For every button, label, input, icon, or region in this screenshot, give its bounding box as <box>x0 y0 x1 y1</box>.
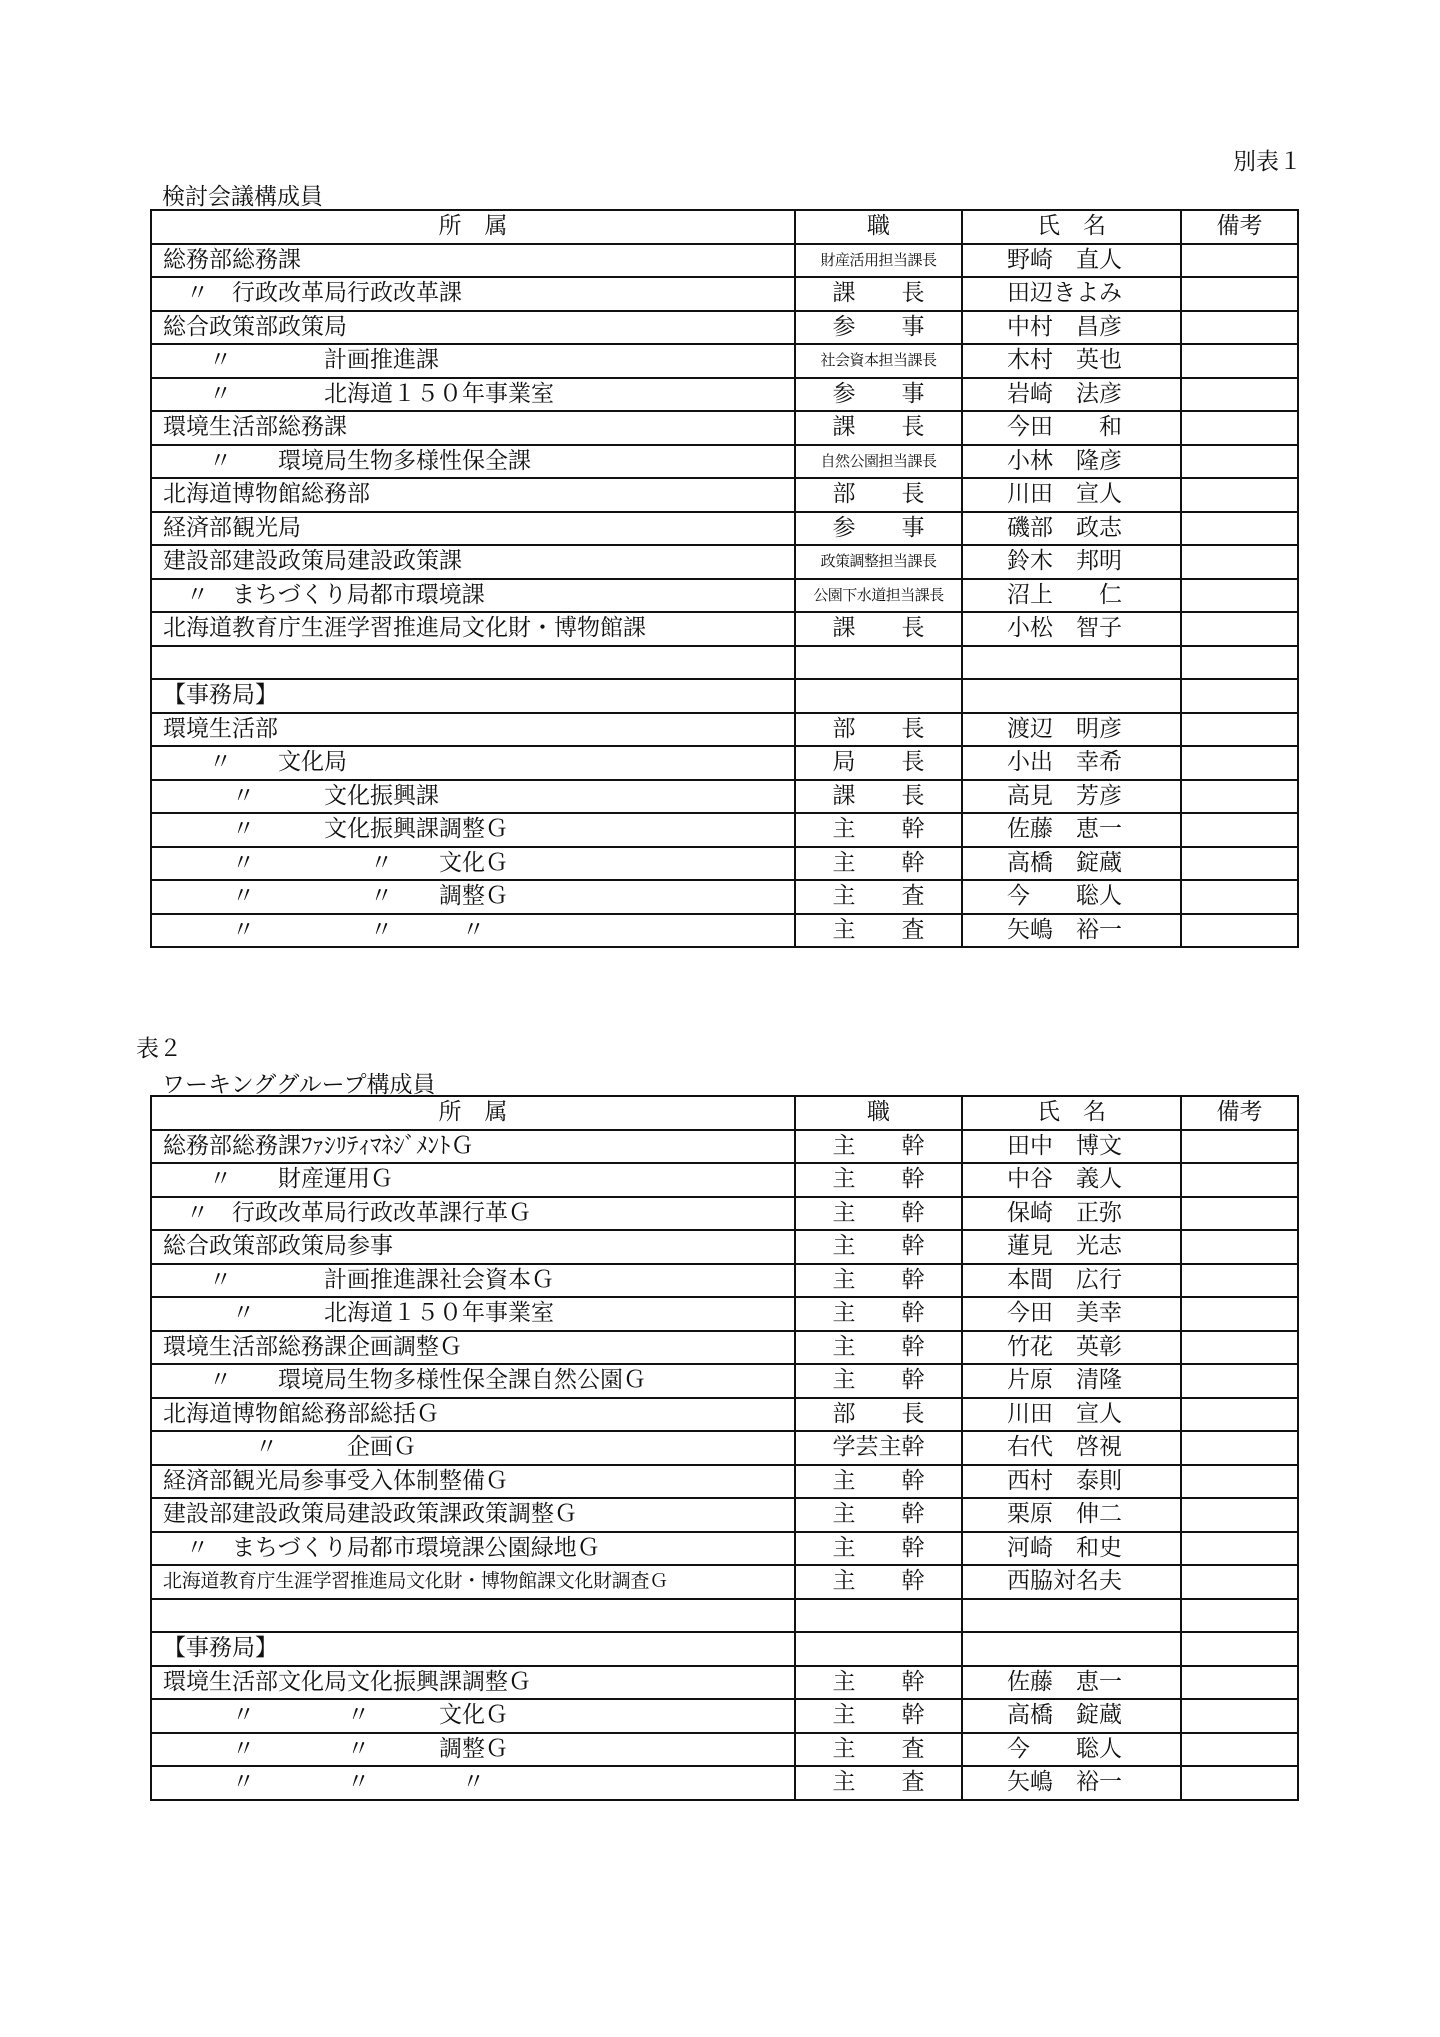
cell-position: 部 長 <box>795 1398 962 1432</box>
table2-title: ワーキンググループ構成員 <box>162 1072 436 1098</box>
cell-position: 主 幹 <box>795 1364 962 1398</box>
cell-position: 主 幹 <box>795 1699 962 1733</box>
cell-position: 参 事 <box>795 512 962 546</box>
table-row <box>151 1465 1298 1499</box>
cell-name: 保崎 正弥 <box>962 1197 1181 1231</box>
table-row <box>151 746 1298 780</box>
table-row <box>151 1699 1298 1733</box>
cell-position: 主 査 <box>795 880 962 914</box>
cell-name <box>962 1632 1181 1666</box>
cell-position <box>795 646 962 680</box>
cell-name: 岩崎 法彦 <box>962 378 1181 412</box>
table-row <box>151 847 1298 881</box>
cell-affiliation: 〃 財産運用Ｇ <box>151 1163 795 1197</box>
cell-name: 今田 和 <box>962 411 1181 445</box>
cell-affiliation: 経済部観光局参事受入体制整備Ｇ <box>151 1465 795 1499</box>
table-row <box>151 411 1298 445</box>
cell-affiliation: 【事務局】 <box>151 679 795 713</box>
cell-affiliation: 〃 環境局生物多様性保全課自然公園Ｇ <box>151 1364 795 1398</box>
cell-affiliation: 総合政策部政策局参事 <box>151 1230 795 1264</box>
table-row <box>151 1733 1298 1767</box>
cell-note <box>1181 1733 1298 1767</box>
cell-note <box>1181 1130 1298 1164</box>
cell-note <box>1181 646 1298 680</box>
cell-name: 高見 芳彦 <box>962 780 1181 814</box>
cell-note <box>1181 1666 1298 1700</box>
cell-note <box>1181 1431 1298 1465</box>
cell-affiliation: 〃 文化振興課 <box>151 780 795 814</box>
cell-name: 西脇対名夫 <box>962 1565 1181 1599</box>
cell-note <box>1181 1565 1298 1599</box>
cell-name: 高橋 錠蔵 <box>962 1699 1181 1733</box>
table-row <box>151 612 1298 646</box>
cell-note <box>1181 277 1298 311</box>
cell-affiliation: 〃 〃 文化Ｇ <box>151 1699 795 1733</box>
cell-affiliation: 〃 北海道１５０年事業室 <box>151 378 795 412</box>
cell-position: 主 幹 <box>795 1532 962 1566</box>
cell-note <box>1181 1766 1298 1800</box>
cell-affiliation: 建設部建設政策局建設政策課政策調整Ｇ <box>151 1498 795 1532</box>
table-row <box>151 478 1298 512</box>
cell-note <box>1181 813 1298 847</box>
cell-name: 田中 博文 <box>962 1130 1181 1164</box>
table1 <box>150 209 1299 948</box>
cell-name: 矢嶋 裕一 <box>962 914 1181 948</box>
cell-affiliation: 〃 企画Ｇ <box>151 1431 795 1465</box>
cell-position: 主 幹 <box>795 1163 962 1197</box>
cell-affiliation: 〃 計画推進課 <box>151 344 795 378</box>
cell-name <box>962 646 1181 680</box>
cell-note <box>1181 1599 1298 1633</box>
cell-name: 田辺きよみ <box>962 277 1181 311</box>
cell-position: 局 長 <box>795 746 962 780</box>
cell-name: 川田 宣人 <box>962 478 1181 512</box>
cell-affiliation: 【事務局】 <box>151 1632 795 1666</box>
cell-position: 主 幹 <box>795 813 962 847</box>
table-row <box>151 1498 1298 1532</box>
cell-affiliation: 〃 行政改革局行政改革課 <box>151 277 795 311</box>
cell-note <box>1181 1364 1298 1398</box>
table-row <box>151 1599 1298 1633</box>
table-row <box>151 1364 1298 1398</box>
page-label: 別表１ <box>1233 149 1302 175</box>
cell-affiliation: 環境生活部文化局文化振興課調整Ｇ <box>151 1666 795 1700</box>
cell-note <box>1181 914 1298 948</box>
column-header-name: 氏 名 <box>962 210 1181 244</box>
cell-position: 課 長 <box>795 277 962 311</box>
table-row <box>151 277 1298 311</box>
cell-position: 主 幹 <box>795 1297 962 1331</box>
cell-note <box>1181 1230 1298 1264</box>
cell-position: 主 幹 <box>795 1331 962 1365</box>
cell-affiliation: 〃 〃 調整Ｇ <box>151 880 795 914</box>
cell-note <box>1181 344 1298 378</box>
cell-affiliation: 北海道教育庁生涯学習推進局文化財・博物館課文化財調査Ｇ <box>151 1565 795 1599</box>
cell-position: 主 幹 <box>795 1465 962 1499</box>
cell-position: 自然公園担当課長 <box>795 445 962 479</box>
cell-affiliation: 総務部総務課 <box>151 244 795 278</box>
table-row <box>151 1632 1298 1666</box>
cell-position <box>795 679 962 713</box>
table-row <box>151 344 1298 378</box>
cell-position: 主 幹 <box>795 1666 962 1700</box>
cell-position: 主 幹 <box>795 847 962 881</box>
table-row <box>151 646 1298 680</box>
cell-name: 西村 泰則 <box>962 1465 1181 1499</box>
column-header-position: 職 <box>795 210 962 244</box>
cell-position: 部 長 <box>795 478 962 512</box>
cell-note <box>1181 780 1298 814</box>
cell-note <box>1181 1331 1298 1365</box>
cell-note <box>1181 1699 1298 1733</box>
cell-position: 主 査 <box>795 914 962 948</box>
cell-note <box>1181 1398 1298 1432</box>
table-row <box>151 1532 1298 1566</box>
table-row <box>151 512 1298 546</box>
cell-affiliation: 〃 北海道１５０年事業室 <box>151 1297 795 1331</box>
cell-affiliation: 〃 文化局 <box>151 746 795 780</box>
cell-affiliation: 〃 環境局生物多様性保全課 <box>151 445 795 479</box>
cell-name: 高橋 錠蔵 <box>962 847 1181 881</box>
cell-name: 磯部 政志 <box>962 512 1181 546</box>
cell-name: 沼上 仁 <box>962 579 1181 613</box>
column-header-position: 職 <box>795 1096 962 1130</box>
cell-position: 参 事 <box>795 311 962 345</box>
cell-affiliation: 総合政策部政策局 <box>151 311 795 345</box>
cell-note <box>1181 244 1298 278</box>
table-row <box>151 1565 1298 1599</box>
cell-position <box>795 1599 962 1633</box>
cell-affiliation: 〃 まちづくり局都市環境課公園緑地Ｇ <box>151 1532 795 1566</box>
table2 <box>150 1095 1299 1801</box>
cell-name: 今 聡人 <box>962 880 1181 914</box>
cell-position: 主 査 <box>795 1766 962 1800</box>
cell-position: 主 幹 <box>795 1197 962 1231</box>
cell-position: 主 幹 <box>795 1130 962 1164</box>
cell-name: 矢嶋 裕一 <box>962 1766 1181 1800</box>
cell-note <box>1181 512 1298 546</box>
cell-position: 社会資本担当課長 <box>795 344 962 378</box>
table-row <box>151 1130 1298 1164</box>
cell-affiliation: 環境生活部総務課 <box>151 411 795 445</box>
cell-affiliation: 〃 計画推進課社会資本Ｇ <box>151 1264 795 1298</box>
cell-affiliation: 北海道教育庁生涯学習推進局文化財・博物館課 <box>151 612 795 646</box>
cell-affiliation <box>151 646 795 680</box>
cell-name: 今田 美幸 <box>962 1297 1181 1331</box>
cell-position <box>795 1632 962 1666</box>
table-row <box>151 1398 1298 1432</box>
cell-note <box>1181 1264 1298 1298</box>
table-row <box>151 1163 1298 1197</box>
cell-affiliation: 〃 〃 〃 <box>151 1766 795 1800</box>
cell-position: 学芸主幹 <box>795 1431 962 1465</box>
cell-name: 今 聡人 <box>962 1733 1181 1767</box>
cell-name: 片原 清隆 <box>962 1364 1181 1398</box>
cell-affiliation: 〃 文化振興課調整Ｇ <box>151 813 795 847</box>
cell-note <box>1181 612 1298 646</box>
column-header-note: 備考 <box>1181 1096 1298 1130</box>
cell-position: 課 長 <box>795 612 962 646</box>
cell-note <box>1181 1498 1298 1532</box>
cell-affiliation: 北海道博物館総務部 <box>151 478 795 512</box>
table-row <box>151 1230 1298 1264</box>
cell-name: 鈴木 邦明 <box>962 545 1181 579</box>
cell-position: 政策調整担当課長 <box>795 545 962 579</box>
column-header-note: 備考 <box>1181 210 1298 244</box>
cell-note <box>1181 746 1298 780</box>
table-row <box>151 1666 1298 1700</box>
cell-name: 佐藤 恵一 <box>962 813 1181 847</box>
cell-note <box>1181 411 1298 445</box>
cell-affiliation: 環境生活部総務課企画調整Ｇ <box>151 1331 795 1365</box>
cell-position: 財産活用担当課長 <box>795 244 962 278</box>
cell-note <box>1181 847 1298 881</box>
cell-position: 部 長 <box>795 713 962 747</box>
table-row <box>151 713 1298 747</box>
cell-note <box>1181 1297 1298 1331</box>
cell-affiliation: 環境生活部 <box>151 713 795 747</box>
cell-note <box>1181 1532 1298 1566</box>
cell-affiliation: 建設部建設政策局建設政策課 <box>151 545 795 579</box>
column-header-affiliation: 所 属 <box>151 210 795 244</box>
cell-name: 中谷 義人 <box>962 1163 1181 1197</box>
cell-note <box>1181 579 1298 613</box>
table-row <box>151 1431 1298 1465</box>
cell-name: 佐藤 恵一 <box>962 1666 1181 1700</box>
table-row <box>151 579 1298 613</box>
column-header-name: 氏 名 <box>962 1096 1181 1130</box>
cell-note <box>1181 1465 1298 1499</box>
table-row <box>151 679 1298 713</box>
cell-position: 主 幹 <box>795 1264 962 1298</box>
table1-title: 検討会議構成員 <box>162 184 323 210</box>
cell-name: 木村 英也 <box>962 344 1181 378</box>
cell-position: 課 長 <box>795 780 962 814</box>
cell-position: 主 幹 <box>795 1230 962 1264</box>
cell-name: 中村 昌彦 <box>962 311 1181 345</box>
table-row <box>151 914 1298 948</box>
table-row <box>151 1264 1298 1298</box>
cell-name: 竹花 英彰 <box>962 1331 1181 1365</box>
table-row <box>151 1331 1298 1365</box>
column-header-affiliation: 所 属 <box>151 1096 795 1130</box>
cell-note <box>1181 311 1298 345</box>
table2-prefix: 表２ <box>136 1036 182 1062</box>
cell-note <box>1181 679 1298 713</box>
cell-name: 小松 智子 <box>962 612 1181 646</box>
cell-name: 野崎 直人 <box>962 244 1181 278</box>
cell-note <box>1181 478 1298 512</box>
cell-name: 小林 隆彦 <box>962 445 1181 479</box>
cell-position: 主 査 <box>795 1733 962 1767</box>
table-row <box>151 545 1298 579</box>
table-row <box>151 813 1298 847</box>
table-row <box>151 1197 1298 1231</box>
cell-name: 本間 広行 <box>962 1264 1181 1298</box>
cell-name: 河崎 和史 <box>962 1532 1181 1566</box>
cell-name <box>962 1599 1181 1633</box>
table2-header-row <box>151 1096 1298 1130</box>
cell-note <box>1181 1163 1298 1197</box>
cell-name: 蓮見 光志 <box>962 1230 1181 1264</box>
table-row <box>151 780 1298 814</box>
table-row <box>151 1297 1298 1331</box>
cell-name: 渡辺 明彦 <box>962 713 1181 747</box>
cell-name: 右代 啓視 <box>962 1431 1181 1465</box>
table-row <box>151 311 1298 345</box>
cell-affiliation <box>151 1599 795 1633</box>
cell-name: 小出 幸希 <box>962 746 1181 780</box>
cell-name: 川田 宣人 <box>962 1398 1181 1432</box>
table-row <box>151 445 1298 479</box>
cell-position: 公園下水道担当課長 <box>795 579 962 613</box>
cell-position: 主 幹 <box>795 1498 962 1532</box>
cell-position: 主 幹 <box>795 1565 962 1599</box>
cell-affiliation: 〃 〃 文化Ｇ <box>151 847 795 881</box>
table1-header-row <box>151 210 1298 244</box>
cell-note <box>1181 713 1298 747</box>
cell-note <box>1181 880 1298 914</box>
cell-affiliation: 〃 〃 〃 <box>151 914 795 948</box>
cell-name <box>962 679 1181 713</box>
cell-affiliation: 〃 行政改革局行政改革課行革Ｇ <box>151 1197 795 1231</box>
cell-note <box>1181 445 1298 479</box>
cell-note <box>1181 1632 1298 1666</box>
cell-affiliation: 総務部総務課ﾌｧｼﾘﾃｨﾏﾈｼﾞﾒﾝﾄＧ <box>151 1130 795 1164</box>
cell-affiliation: 経済部観光局 <box>151 512 795 546</box>
cell-note <box>1181 378 1298 412</box>
cell-position: 課 長 <box>795 411 962 445</box>
cell-note <box>1181 1197 1298 1231</box>
cell-name: 栗原 伸二 <box>962 1498 1181 1532</box>
table-row <box>151 1766 1298 1800</box>
table-row <box>151 880 1298 914</box>
cell-affiliation: 〃 〃 調整Ｇ <box>151 1733 795 1767</box>
cell-position: 参 事 <box>795 378 962 412</box>
cell-affiliation: 〃 まちづくり局都市環境課 <box>151 579 795 613</box>
table-row <box>151 378 1298 412</box>
cell-note <box>1181 545 1298 579</box>
cell-affiliation: 北海道博物館総務部総括Ｇ <box>151 1398 795 1432</box>
table-row <box>151 244 1298 278</box>
